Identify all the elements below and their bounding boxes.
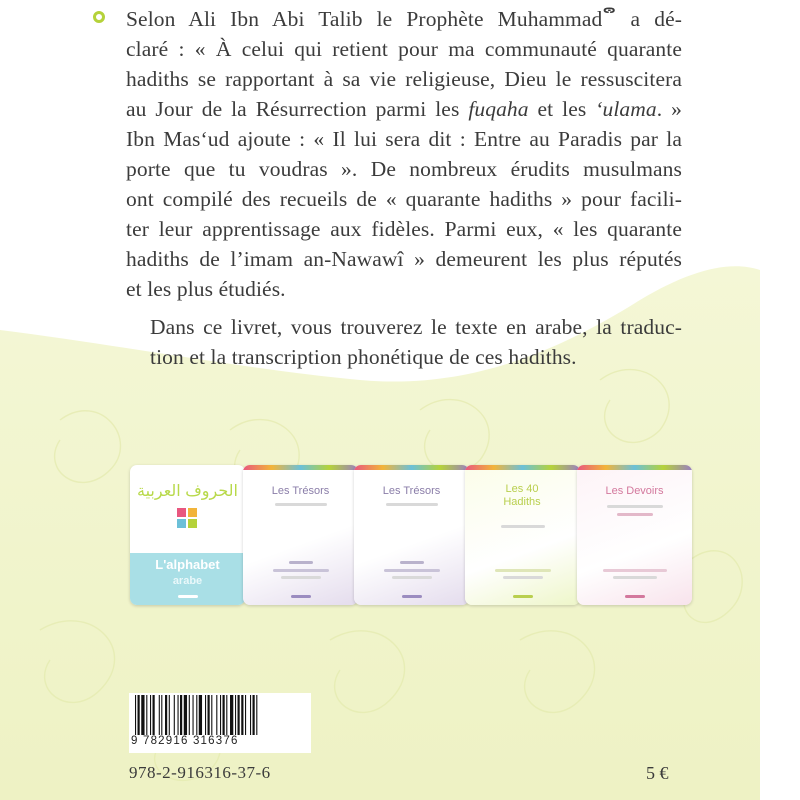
color-strip [354,465,469,470]
barcode-bar [141,695,144,735]
barcode-bar [208,695,210,735]
barcode-bar [238,695,240,735]
book-title: Les Trésors [271,485,330,497]
paragraph-2 [126,312,682,372]
barcode-bar [184,695,187,735]
book-thumbnail-devoirs[interactable] [577,465,692,605]
caption-placeholder [281,576,321,579]
barcode-digits: 9 782916 316376 [131,735,239,747]
barcode-bar [146,695,147,735]
text-line: Ibn Mas‘ud ajoute : « Il lui sera dit : Entre au Paradis par la [126,127,682,151]
book-subtitle: arabe [172,575,203,587]
subtitle-placeholder [617,513,653,516]
barcode-bar [245,695,246,735]
text-line: claré : « À celui qui retient pour ma communauté quarante [126,37,682,61]
barcode-bar [205,695,206,735]
color-strip [465,465,580,470]
text-line: hadiths de l’imam an-Nawawî » demeurent les plus réputés [126,247,682,271]
color-strip [577,465,692,470]
text-line: et les plus étudiés. [126,277,286,301]
price-label: 5 € [646,763,669,783]
book-thumbnail-tresors-2[interactable] [354,465,469,605]
book-title: Les Devoirs [605,485,664,497]
barcode-bar [150,695,151,735]
paragraph-1 [126,4,682,304]
barcode-icon [133,695,309,735]
subtitle-placeholder [386,503,438,506]
text-run: et les [528,97,596,121]
barcode-bar [220,695,221,735]
book-thumbnail-40-hadiths[interactable] [465,465,580,605]
book-thumbnail-tresors-1[interactable] [243,465,358,605]
barcode-bar [241,695,243,735]
subtitle-placeholder [501,525,545,528]
barcode-bar [216,695,217,735]
barcode-bar [174,695,175,735]
text-run: . » [656,97,682,121]
color-strip [243,465,358,470]
caption-placeholder [392,576,432,579]
barcode-bar [153,695,155,735]
publisher-mark [402,595,422,598]
barcode-bar [211,695,212,735]
caption-placeholder [503,576,543,579]
barcode-bar [169,695,170,735]
barcode-bar [159,695,160,735]
barcode-bar [161,695,162,735]
book-title: Les 40 Hadiths [503,483,541,508]
publisher-mark [291,595,311,598]
text-line [126,94,682,124]
barcode-bar [235,695,236,735]
barcode-bar [180,695,182,735]
barcode-bar [256,695,257,735]
caption-placeholder [273,569,329,572]
puzzle-icon [177,508,197,528]
barcode-bar [230,695,233,735]
italic-term-fuqaha: fuqaha [468,97,529,121]
barcode-bar [135,695,136,735]
barcode-bar [223,695,225,735]
text-line: Dans ce livret, vous trouverez le texte en arabe, la traduc- [150,315,682,339]
barcode-bar [189,695,190,735]
italic-term-ulama: ‘ulama [595,97,657,121]
text-line: Selon Ali Ibn Abi Talib le Prophète Muhammad ຶ a dé- [126,7,682,31]
text-line: ont compilé des recueils de « quarante hadiths » pour facili- [126,187,682,211]
barcode-bar [253,695,255,735]
text-line: porte que tu voudras ». De nombreux érudits musulmans [126,157,682,181]
subtitle-placeholder [607,505,663,508]
barcode-bar [193,695,194,735]
caption-placeholder [613,576,657,579]
barcode-bar [178,695,179,735]
book-thumbnail-alphabet[interactable] [130,465,245,605]
text-line: hadiths se rapportant à sa vie religieuse, Dieu le ressuscitera [126,67,682,91]
caption-placeholder [603,569,667,572]
barcode-bar [165,695,167,735]
description-text [126,4,682,372]
text-run: au Jour de la Résurrection parmi les [126,97,469,121]
barcode-bar [138,695,140,735]
barcode-box [129,693,311,753]
bullet-ring-icon [93,11,105,23]
barcode-bar [226,695,227,735]
isbn-number: 978-2-916316-37-6 [129,763,271,782]
text-line: tion et la transcription phonétique de ces hadiths. [150,345,577,369]
caption-placeholder [495,569,551,572]
book-title: L'alphabet [155,557,220,572]
subtitle-placeholder [275,503,327,506]
publisher-mark [178,595,198,598]
barcode-bar [250,695,251,735]
book-title: Les Trésors [382,485,441,497]
caption-placeholder [384,569,440,572]
number-placeholder [289,561,313,564]
publisher-mark [513,595,533,598]
barcode-bar [199,695,202,735]
arabic-title: الحروف العربية [137,483,238,500]
barcode-bar [196,695,197,735]
number-placeholder [400,561,424,564]
text-line: ter leur apprentissage aux fidèles. Parmi eux, « les quarante [126,217,682,241]
publisher-mark [625,595,645,598]
